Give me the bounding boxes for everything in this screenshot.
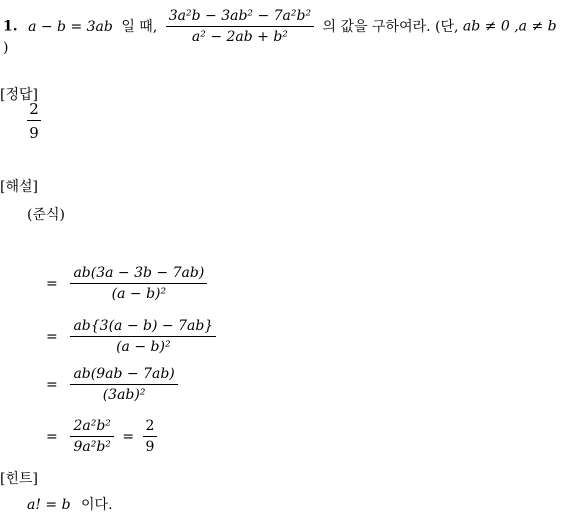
problem-constraint: ab ≠ 0 ,a ≠ b	[462, 18, 557, 35]
step-denominator: 9a²b²	[73, 439, 111, 455]
hint-line	[27, 494, 113, 514]
equals-sign: =	[46, 275, 58, 292]
step-numerator: ab(3a − 3b − 7ab)	[70, 265, 207, 284]
step-denominator: (3ab)²	[102, 387, 146, 403]
problem-close-paren: )	[3, 40, 9, 56]
answer-fraction	[27, 100, 41, 142]
step-numerator: ab{3(a − b) − 7ab}	[70, 318, 216, 337]
step-fraction	[70, 265, 207, 302]
step-fraction	[70, 366, 177, 403]
solution-step-3	[46, 366, 178, 403]
equals-sign: =	[46, 428, 58, 445]
step-numerator: ab(9ab − 7ab)	[70, 366, 177, 385]
problem-number: 1.	[3, 18, 18, 35]
solution-step-2	[46, 318, 216, 355]
equals-sign: =	[46, 328, 58, 345]
step-result-fraction	[143, 418, 158, 455]
step-result-numerator: 2	[143, 418, 158, 437]
problem-fraction-denominator: a² − 2ab + b²	[191, 29, 288, 45]
problem-line	[3, 8, 557, 45]
step-result-denominator: 9	[145, 439, 155, 455]
step-denominator: (a − b)²	[111, 286, 167, 302]
step-fraction	[70, 418, 113, 455]
problem-fraction	[166, 8, 314, 45]
solution-intro: (준식)	[27, 207, 65, 223]
hint-label: [힌트]	[0, 471, 38, 487]
equals-sign: =	[122, 428, 135, 445]
answer-denominator: 9	[29, 124, 39, 142]
step-fraction	[70, 318, 216, 355]
solution-label: [해설]	[0, 179, 38, 195]
problem-text-ask: 의 값을 구하여라. (단,	[322, 18, 459, 35]
step-denominator: (a − b)²	[116, 339, 171, 355]
answer-label: [정답]	[0, 87, 38, 103]
equals-sign: =	[46, 376, 58, 393]
solution-step-1	[46, 265, 207, 302]
hint-text: 이다.	[81, 497, 113, 513]
hint-formula: a! = b	[27, 497, 71, 513]
answer-numerator: 2	[27, 100, 41, 121]
step-numerator: 2a²b²	[70, 418, 113, 437]
problem-text-when: 일 때,	[121, 18, 158, 35]
problem-fraction-numerator: 3a²b − 3ab² − 7a²b²	[166, 8, 314, 27]
problem-condition: a − b = 3ab	[28, 18, 113, 35]
solution-step-4	[46, 418, 157, 455]
